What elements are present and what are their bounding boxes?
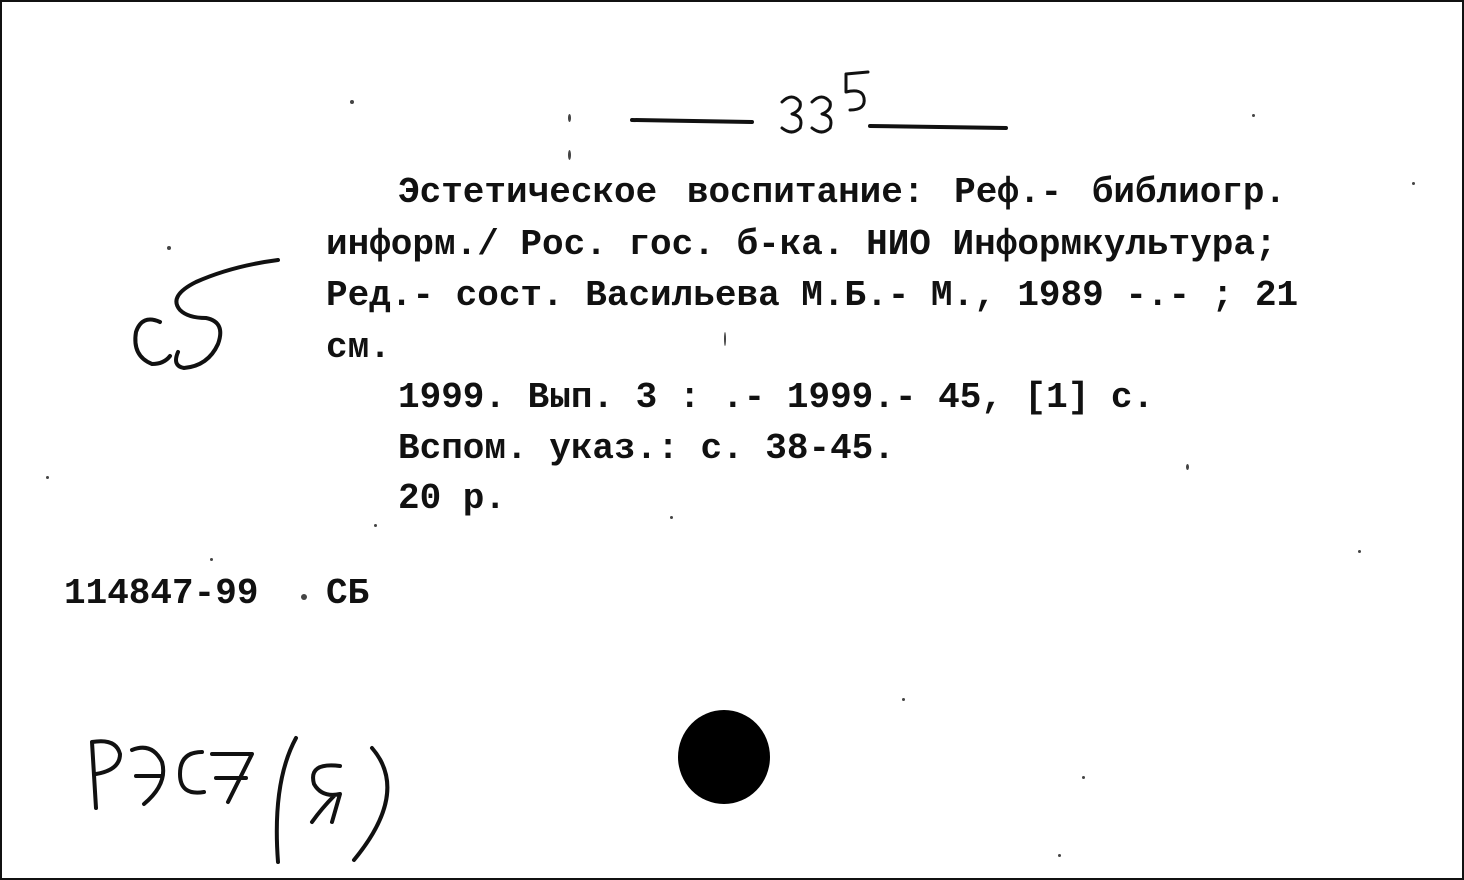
- scan-speck: [568, 150, 571, 160]
- scan-speck: [210, 558, 213, 561]
- scan-speck: [1252, 114, 1255, 117]
- scan-speck: [374, 524, 377, 527]
- header-dash-right: [866, 114, 1011, 138]
- header-dash-left: [628, 110, 758, 130]
- index-line: Вспом. указ.: с. 38-45.: [398, 428, 895, 469]
- title-line-1: Эстетическое воспитание: Реф.- библиогр.: [398, 172, 1287, 213]
- scan-speck: [568, 114, 571, 122]
- punch-hole: [678, 710, 770, 804]
- margin-note-handwritten: [122, 252, 292, 382]
- scan-speck: [167, 246, 171, 250]
- title-line-2: информ./ Рос. гос. б-ка. НИО Информкультура;: [326, 224, 1277, 265]
- scan-speck: [1412, 182, 1415, 185]
- shelf-mark-handwritten: [82, 722, 422, 872]
- scan-speck: [1082, 776, 1085, 779]
- issue-line: 1999. Вып. 3 : .- 1999.- 45, [1] с.: [398, 377, 1155, 418]
- price-line: 20 р.: [398, 478, 507, 519]
- scan-speck: [1186, 464, 1189, 470]
- scan-speck: [350, 100, 354, 104]
- scan-speck: [46, 476, 49, 479]
- title-line-3: Ред.- сост. Васильева М.Б.- М., 1989 -.- ; 21: [326, 275, 1299, 316]
- scan-speck: [1358, 550, 1361, 553]
- scan-speck: [902, 698, 905, 701]
- separator-dot: [301, 594, 307, 600]
- scan-speck: [724, 332, 726, 346]
- scan-speck: [1058, 854, 1061, 857]
- accession-number: 114847-99: [64, 573, 259, 614]
- title-line-4: см.: [326, 327, 391, 368]
- scan-speck: [670, 516, 673, 519]
- holding-mark: СБ: [326, 573, 370, 614]
